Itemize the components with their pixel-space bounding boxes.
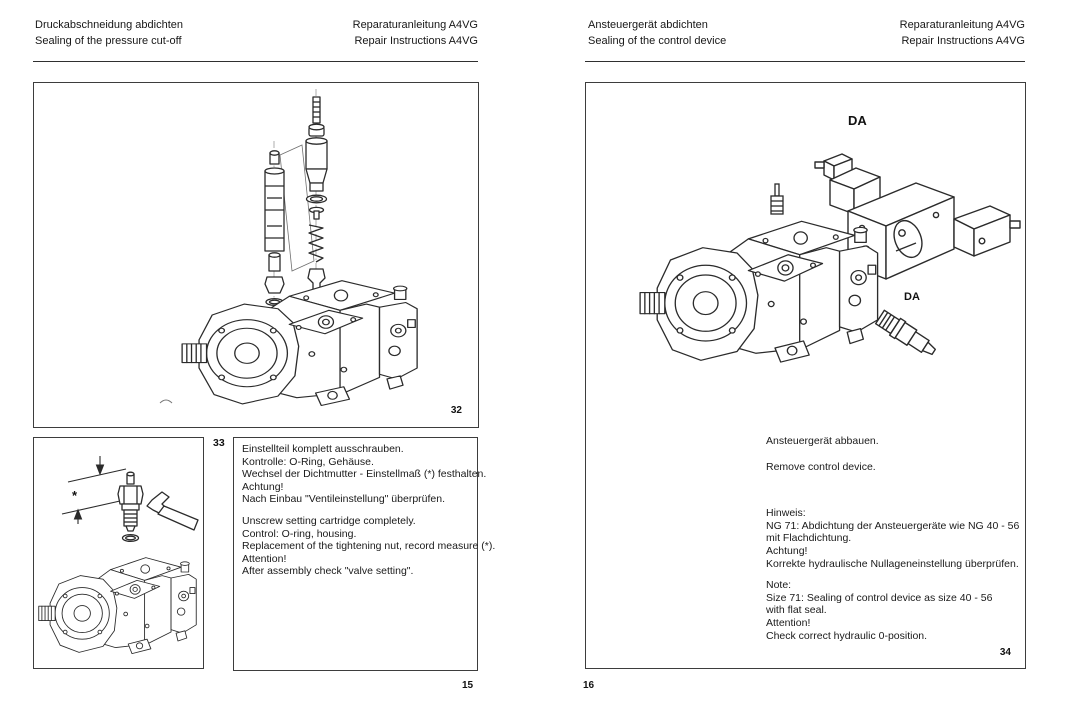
figure-34-number: 34 (999, 647, 1011, 658)
instruction-line: Einstellteil komplett ausschrauben. (242, 443, 404, 455)
setting-cartridge-illustration (34, 438, 203, 668)
setting-cartridge (118, 472, 143, 541)
left-header-manual-en: Repair Instructions A4VG (354, 35, 478, 47)
figure-32-number: 32 (450, 405, 462, 416)
instruction-line: Size 71: Sealing of control device as size 40 - 56 (766, 591, 993, 604)
left-header-manual-de: Reparaturanleitung A4VG (352, 19, 478, 31)
da-cartridge-label: DA (904, 291, 920, 303)
step-number: 33 (213, 437, 225, 449)
instruction-line: Note: (766, 579, 792, 592)
left-header-title-en: Sealing of the pressure cut-off (35, 35, 182, 47)
right-header-manual-en: Repair Instructions A4VG (901, 35, 1025, 47)
instruction-line: Control: O-ring, housing. (242, 527, 357, 540)
pump-vent (771, 184, 783, 214)
instruction-line: Hinweis: (766, 507, 806, 520)
right-header-manual-de: Reparaturanleitung A4VG (899, 19, 1025, 31)
instruction-line: Wechsel der Dichtmutter - Einstellmaß (*) festhalten. (242, 468, 487, 481)
pump-body (182, 281, 417, 406)
da-device-label: DA (848, 113, 867, 128)
instruction-line: Kontrolle: O-Ring, Gehäuse. (242, 455, 374, 468)
right-instructions (766, 435, 1019, 642)
wrench (147, 492, 198, 530)
pump-body-right (640, 221, 878, 362)
left-header-title-de: Druckabschneidung abdichten (35, 19, 183, 31)
instruction-line: Nach Einbau "Ventileinstellung" überprüfen. (242, 493, 446, 506)
instruction-line: Achtung! (766, 544, 808, 557)
instruction-line: After assembly check "valve setting". (242, 565, 414, 578)
right-header-title-de: Ansteuergerät abdichten (588, 19, 708, 31)
instruction-line: Replacement of the tightening nut, record measure (*). (242, 540, 496, 553)
right-page-number: 16 (583, 680, 595, 691)
valve-parts-left-column (265, 151, 284, 306)
instruction-line: mit Flachdichtung. (766, 532, 852, 545)
pump-body-small (39, 558, 197, 654)
instruction-line: Korrekte hydraulische Nullageneinstellung überprüfen. (766, 557, 1019, 570)
instruction-line: Unscrew setting cartridge completely. (242, 514, 416, 527)
instruction-line: with flat seal. (766, 604, 827, 617)
right-header-rule (585, 61, 1025, 62)
right-header-title-en: Sealing of the control device (588, 35, 727, 47)
instruction-line: Ansteuergerät abbauen. (766, 435, 879, 447)
figure-34-frame (585, 82, 1026, 669)
step-instructions (234, 438, 496, 583)
setting-cartridge-figure-frame (33, 437, 204, 669)
instruction-line: NG 71: Abdichtung der Ansteuergeräte wie NG 40 - 56 (766, 519, 1020, 532)
left-header-rule (33, 61, 478, 62)
instruction-line: Attention! (242, 552, 287, 565)
dimension-asterisk: * (72, 488, 78, 503)
valve-parts-right-column (306, 97, 327, 298)
figure-32-frame (33, 82, 479, 428)
instruction-line: Check correct hydraulic 0-position. (766, 629, 928, 642)
pressure-cutoff-exploded-illustration (34, 83, 478, 427)
instruction-line: Attention! (766, 616, 811, 629)
step-instructions-frame (233, 437, 496, 671)
da-cartridge (875, 309, 940, 361)
left-page-number: 15 (462, 680, 474, 691)
instruction-line: Achtung! (242, 480, 284, 493)
instruction-line: Remove control device. (766, 460, 876, 473)
scan-mark (160, 400, 172, 403)
